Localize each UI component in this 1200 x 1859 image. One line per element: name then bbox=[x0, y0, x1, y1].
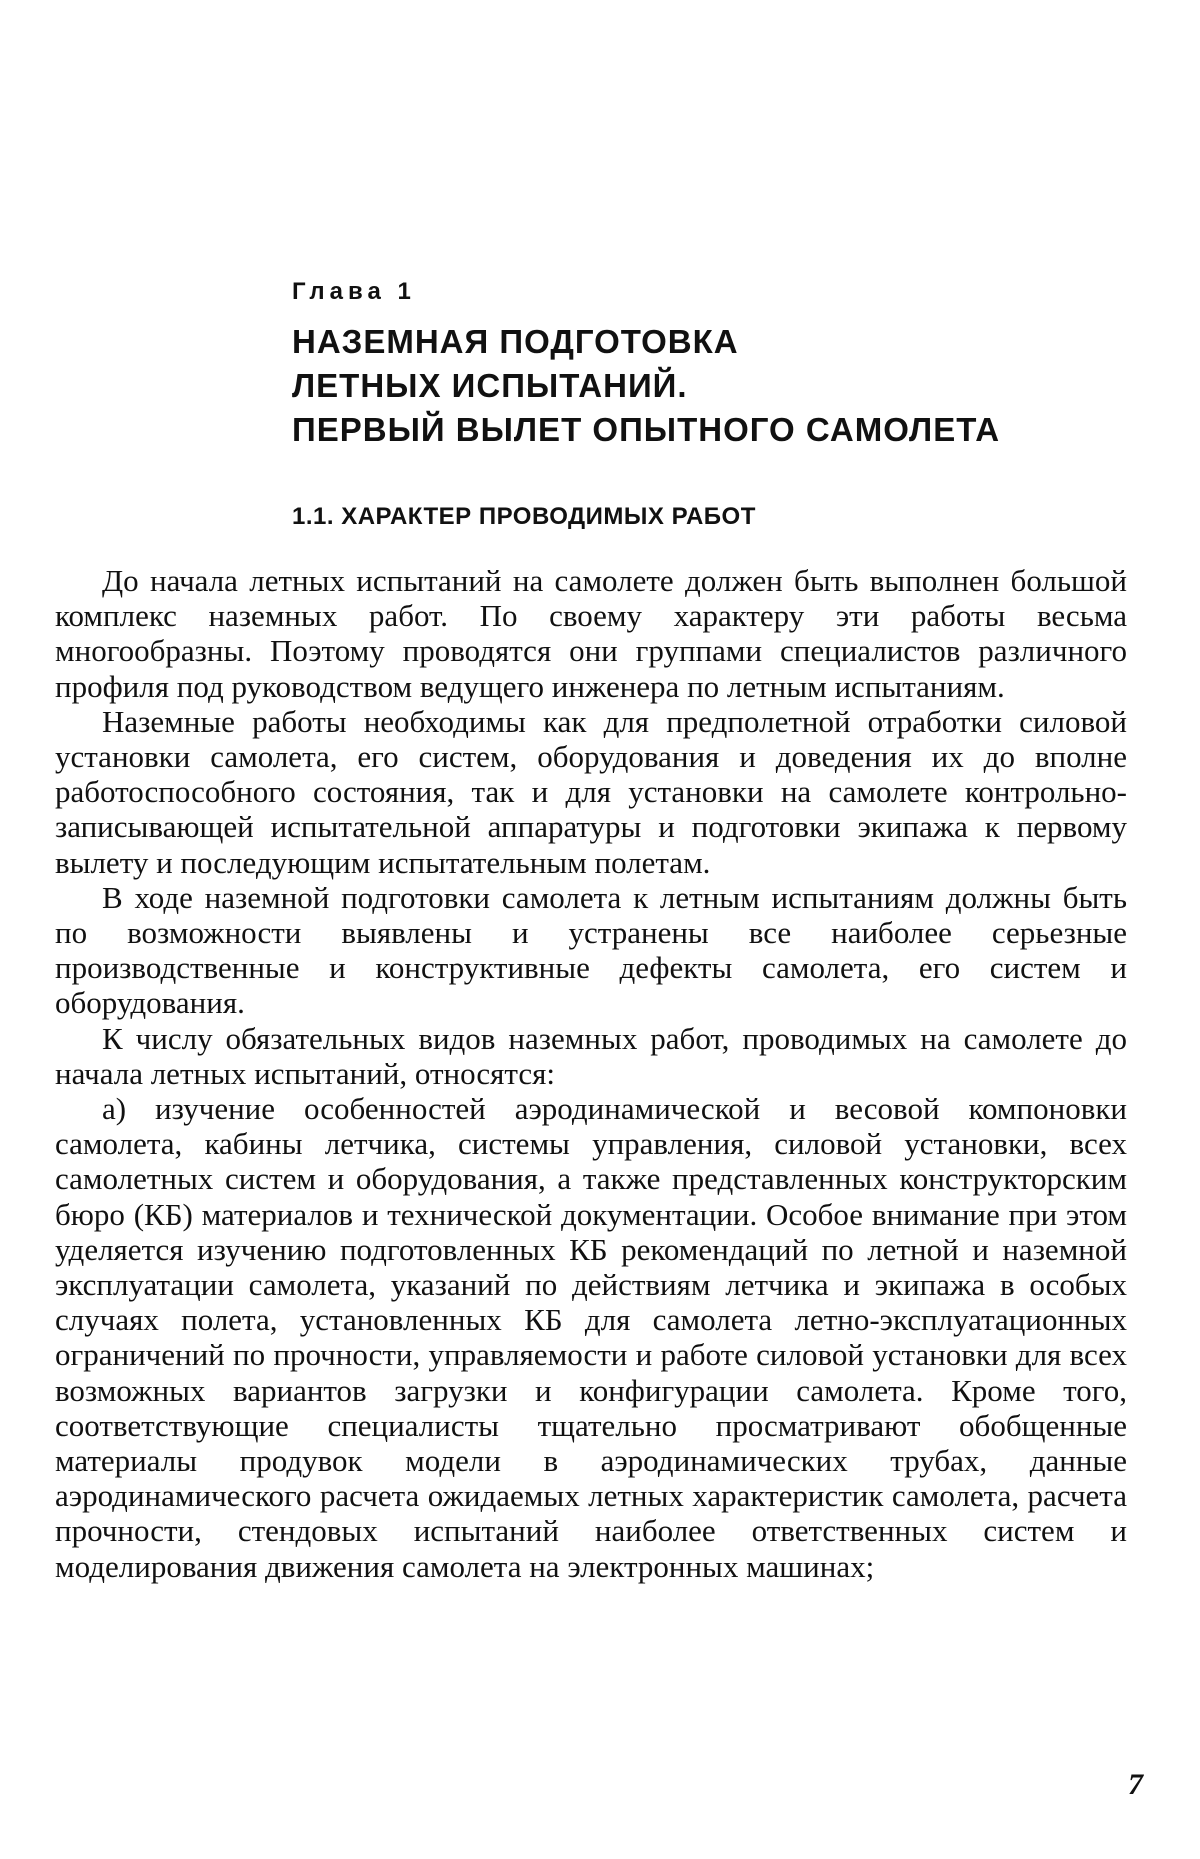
paragraph: а) изучение особенностей аэродинамической и весовой компоновки самолета, кабины летчика, системы управления, силовой установки, всех самолетных систем и оборудования, а также представленных конструкторским бюро (КБ) материалов и технической документации. Особое внимание при этом уделяется изучению подготовленных КБ рекомендаций по летной и наземной эксплуатации самолета, указаний по действиям летчика и экипажа в особых случаях полета, установленных КБ для самолета летно-эксплуатационных ограничений по прочности, управляемости и работе силовой установки для всех возможных вариантов загрузки и конфигурации самолета. Кроме того, соответствующие специалисты тщательно просматривают обобщенные материалы продувок модели в аэродинамических трубах, данные аэродинамического расчета ожидаемых летных характеристик самолета, расчета прочности, стендовых испытаний наиболее ответственных систем и моделирования движения самолета на электронных машинах; bbox=[55, 1091, 1127, 1584]
chapter-label: Глава 1 bbox=[292, 278, 416, 305]
chapter-title-line: ПЕРВЫЙ ВЫЛЕТ ОПЫТНОГО САМОЛЕТА bbox=[292, 411, 1001, 448]
paragraph: К числу обязательных видов наземных работ, проводимых на самолете до начала летных испытаний, относятся: bbox=[55, 1020, 1127, 1091]
section-heading: 1.1. ХАРАКТЕР ПРОВОДИМЫХ РАБОТ bbox=[292, 503, 756, 530]
paragraph: В ходе наземной подготовки самолета к летным испытаниям должны быть по возможности выявлены и устранены все наиболее серьезные производственные и конструктивные дефекты самолета, его систем и оборудования. bbox=[55, 879, 1127, 1021]
page-number: 7 bbox=[1128, 1768, 1143, 1801]
chapter-title-line: ЛЕТНЫХ ИСПЫТАНИЙ. bbox=[292, 367, 688, 404]
paragraph: До начала летных испытаний на самолете должен быть выполнен большой комплекс наземных работ. По своему характеру эти работы весьма многообразны. Поэтому проводятся они группами специалистов различного профиля под руководством ведущего инженера по летным испытаниям. bbox=[55, 563, 1127, 704]
paragraph: Наземные работы необходимы как для предполетной отработки силовой установки самолета, его систем, оборудования и доведения их до вполне работоспособного состояния, так и для установки на самолете контрольно-записывающей испытательной аппаратуры и подготовки экипажа к первому вылету и последующим испытательным полетам. bbox=[55, 703, 1127, 880]
chapter-title-line: НАЗЕМНАЯ ПОДГОТОВКА bbox=[292, 323, 739, 360]
chapter-title bbox=[292, 320, 1092, 452]
body-text bbox=[55, 563, 1127, 1584]
